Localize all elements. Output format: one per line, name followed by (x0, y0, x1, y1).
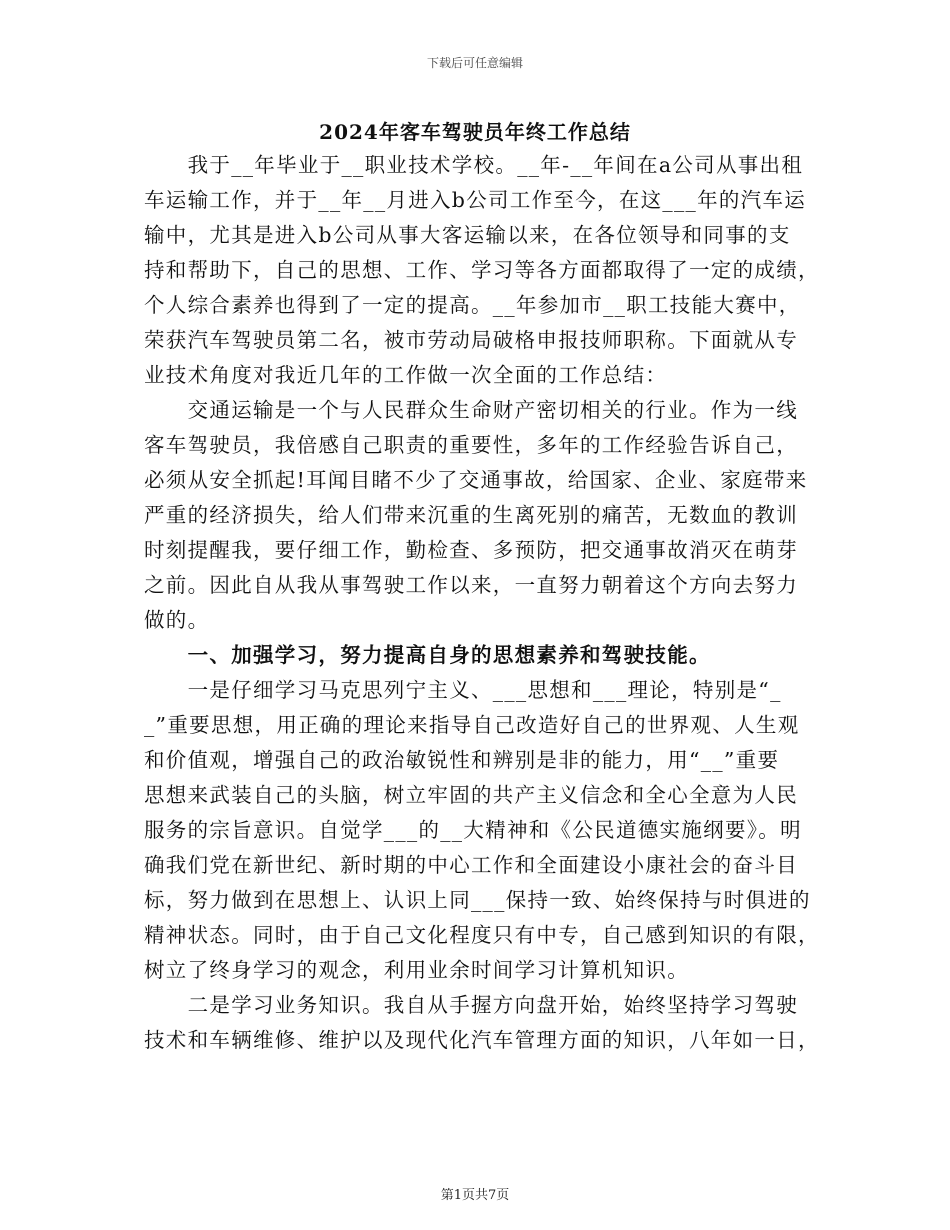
page-footer: 第1页共7页 (440, 1188, 510, 1203)
document-body (144, 148, 820, 1058)
section-heading: 一、加强学习，努力提高自身的思想素养和驾驶技能。 (144, 643, 711, 667)
body-line: 输中，尤其是进入b公司从事大客运输以来，在各位领导和同事的支 (144, 223, 791, 247)
body-line: 客车驾驶员，我倍感自己职责的重要性，多年的工作经验告诉自己， (144, 433, 798, 457)
page-header: 下载后可任意编辑 (426, 56, 523, 70)
body-line: 技术和车辆维修、维护以及现代化汽车管理方面的知识，八年如一日， (144, 1028, 820, 1052)
body-line: 一是仔细学习马克思列宁主义、___思想和___理论，特别是“_ (144, 678, 782, 702)
body-line: _”重要思想，用正确的理论来指导自己改造好自己的世界观、人生观 (144, 713, 800, 737)
body-line: 和价值观，增强自己的政治敏锐性和辨别是非的能力，用“__”重要 (144, 748, 780, 772)
body-line: 之前。因此自从我从事驾驶工作以来，一直努力朝着这个方向去努力 (144, 573, 798, 597)
body-line: 思想来武装自己的头脑，树立牢固的共产主义信念和全心全意为人民 (144, 783, 798, 807)
body-line: 业技术角度对我近几年的工作做一次全面的工作总结： (144, 363, 668, 387)
body-line: 确我们党在新世纪、新时期的中心工作和全面建设小康社会的奋斗目 (144, 853, 798, 877)
body-line: 车运输工作，并于__年__月进入b公司工作至今，在这___年的汽车运 (144, 188, 807, 212)
body-line: 标，努力做到在思想上、认识上同___保持一致、始终保持与时俱进的 (144, 888, 811, 912)
body-line: 二是学习业务知识。我自从手握方向盘开始，始终坚持学习驾驶 (144, 993, 798, 1017)
body-line: 交通运输是一个与人民群众生命财产密切相关的行业。作为一线 (144, 398, 798, 422)
body-line: 个人综合素养也得到了一定的提高。__年参加市__职工技能大赛中， (144, 293, 801, 317)
body-line: 荣获汽车驾驶员第二名，被市劳动局破格申报技师职称。下面就从专 (144, 328, 798, 352)
body-line: 必须从安全抓起!耳闻目睹不少了交通事故，给国家、企业、家庭带来 (144, 468, 808, 492)
body-line: 做的。 (144, 608, 210, 632)
body-line: 时刻提醒我，要仔细工作，勤检查、多预防，把交通事故消灭在萌芽 (144, 538, 798, 562)
body-line: 树立了终身学习的观念，利用业余时间学习计算机知识。 (144, 958, 689, 982)
body-line: 持和帮助下，自己的思想、工作、学习等各方面都取得了一定的成绩， (144, 258, 820, 282)
body-line: 精神状态。同时，由于自己文化程度只有中专，自己感到知识的有限， (144, 923, 820, 947)
body-line: 严重的经济损失，给人们带来沉重的生离死别的痛苦，无数血的教训 (144, 503, 798, 527)
body-line: 我于__年毕业于__职业技术学校。__年-__年间在a公司从事出租 (144, 153, 804, 177)
document-title: 2024年客车驾驶员年终工作总结 (319, 120, 631, 144)
body-line: 服务的宗旨意识。自觉学___的__大精神和《公民道德实施纲要》。明 (144, 818, 802, 842)
